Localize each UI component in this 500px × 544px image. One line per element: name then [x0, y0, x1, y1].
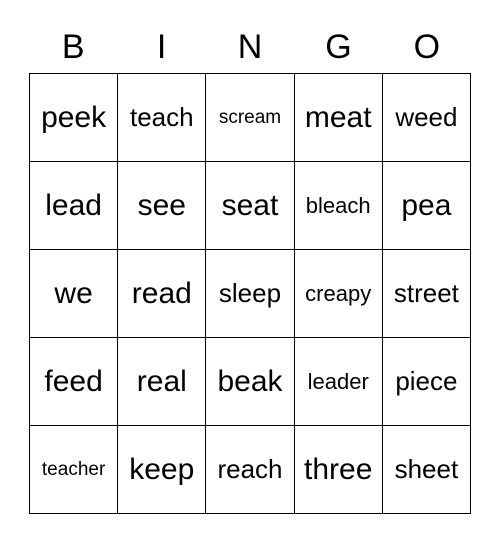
header-letter-b: B	[61, 28, 85, 66]
bingo-cell[interactable]: teacher	[30, 426, 118, 514]
header-letter-n: N	[237, 28, 263, 66]
bingo-cell[interactable]: keep	[118, 426, 206, 514]
bingo-cell[interactable]: we	[30, 250, 118, 338]
header-letter-o: O	[413, 28, 441, 66]
bingo-cell[interactable]: beak	[206, 338, 294, 426]
header-letter-i: I	[156, 28, 167, 66]
bingo-cell[interactable]: sheet	[383, 426, 471, 514]
bingo-cell[interactable]: creapy	[295, 250, 383, 338]
bingo-cell[interactable]: meat	[295, 74, 383, 162]
bingo-cell[interactable]: see	[118, 162, 206, 250]
bingo-cell[interactable]: bleach	[295, 162, 383, 250]
bingo-cell[interactable]: read	[118, 250, 206, 338]
bingo-cell[interactable]: feed	[30, 338, 118, 426]
bingo-cell[interactable]: scream	[206, 74, 294, 162]
header-letter-g: G	[325, 28, 352, 66]
bingo-cell[interactable]: pea	[383, 162, 471, 250]
bingo-cell[interactable]: real	[118, 338, 206, 426]
bingo-board	[29, 73, 471, 514]
bingo-header	[29, 22, 471, 72]
bingo-cell[interactable]: leader	[295, 338, 383, 426]
bingo-cell[interactable]: three	[295, 426, 383, 514]
bingo-cell[interactable]: piece	[383, 338, 471, 426]
bingo-cell[interactable]: street	[383, 250, 471, 338]
bingo-cell[interactable]: sleep	[206, 250, 294, 338]
bingo-cell[interactable]: reach	[206, 426, 294, 514]
bingo-cell[interactable]: lead	[30, 162, 118, 250]
bingo-cell[interactable]: peek	[30, 74, 118, 162]
bingo-cell[interactable]: weed	[383, 74, 471, 162]
bingo-cell[interactable]: teach	[118, 74, 206, 162]
bingo-cell[interactable]: seat	[206, 162, 294, 250]
